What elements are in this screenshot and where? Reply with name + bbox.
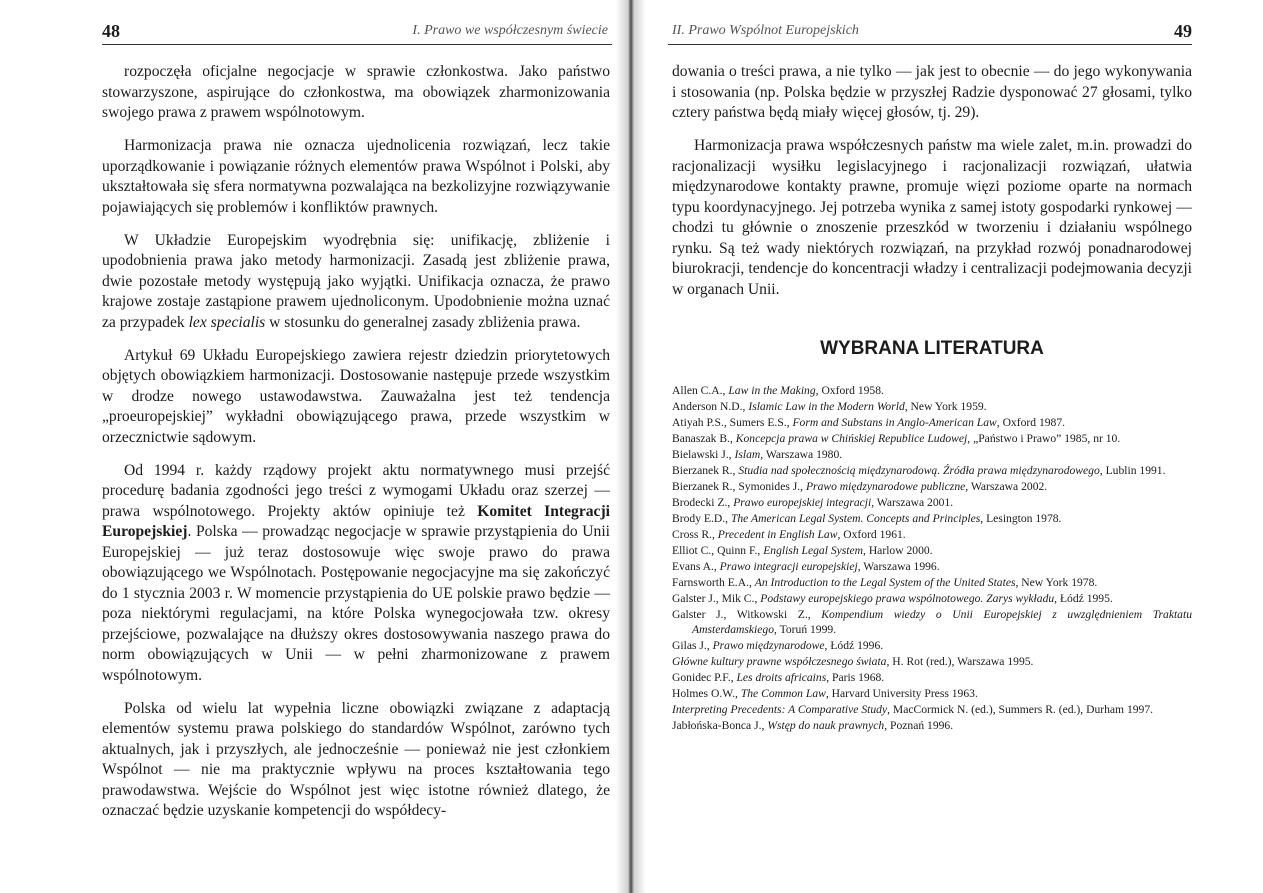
literature-entry bbox=[672, 431, 1192, 446]
literature-entry bbox=[672, 511, 1192, 526]
paragraph: dowania o treści prawa, a nie tylko — jak jest to obecnie — do jego wykonywania i stosowania (np. Polska będzie w przyszłej Radzie dysponować 27 głosami, tylko cztery państwa będą miały więcej głosów, tj. 29). bbox=[672, 63, 1192, 121]
entry-publication: , Lesington 1978. bbox=[980, 512, 1062, 525]
entry-author: Allen C.A., bbox=[672, 384, 729, 397]
entry-publication: , Warszawa 1996. bbox=[857, 560, 940, 573]
literature-list bbox=[672, 383, 1192, 734]
entry-title: Islam bbox=[734, 448, 761, 461]
literature-entry bbox=[672, 447, 1192, 462]
entry-title: The Common Law bbox=[740, 687, 826, 701]
entry-publication: , Toruń 1999. bbox=[774, 623, 837, 637]
entry-title: An Introduction to the Legal System of the United States bbox=[754, 576, 1016, 589]
entry-publication: , Warszawa 1980. bbox=[760, 448, 843, 461]
literature-entry bbox=[672, 686, 1192, 701]
entry-title: Koncepcja prawa w Chińskiej Republice Ludowej bbox=[735, 432, 968, 445]
entry-author: Cross R., bbox=[672, 528, 718, 541]
entry-title: Wstęp do nauk prawnych bbox=[767, 719, 885, 733]
paragraph: Harmonizacja prawa nie oznacza ujednolicenia rozwiązań, lecz takie uporządkowanie i powiązanie różnych elementów prawa Wspólnot i Polski, aby ukształtowała się sfera normatywna pozwalająca na bezkolizyjne rozwiązywanie pojawiających się problemów i konfliktów prawnych. bbox=[102, 137, 610, 216]
entry-title: English Legal System bbox=[763, 544, 864, 557]
literature-entry bbox=[672, 607, 1192, 637]
literature-entry bbox=[672, 399, 1192, 414]
page-number: 49 bbox=[1174, 21, 1192, 41]
left-page-header bbox=[102, 20, 612, 45]
entry-author: Bierzanek R., bbox=[672, 464, 739, 477]
entry-title: Prawo integracji europejskiej bbox=[719, 560, 858, 573]
text-run: w stosunku do generalnej zasady zbliżenia prawa. bbox=[265, 313, 581, 331]
entry-publication: , H. Rot (red.), Warszawa 1995. bbox=[886, 655, 1034, 669]
literature-entry bbox=[672, 527, 1192, 542]
running-head: II. Prawo Wspólnot Europejskich bbox=[672, 23, 859, 38]
entry-title: Kompendium wiedzy o Unii Europejskiej z uwzględnieniem Traktatu Amsterdamskiego bbox=[692, 608, 1192, 637]
entry-author: Galster J., Witkowski Z., bbox=[672, 608, 822, 621]
entry-title: Podstawy europejskiego prawa wspólnotowego. Zarys wykładu bbox=[760, 592, 1055, 605]
entry-publication: , Warszawa 2002. bbox=[965, 480, 1048, 493]
entry-title: Interpreting Precedents: A Comparative Study bbox=[672, 703, 888, 717]
entry-publication: , Poznań 1996. bbox=[884, 719, 954, 733]
literature-entry bbox=[672, 543, 1192, 558]
literature-entry bbox=[672, 463, 1192, 478]
entry-author: Farnsworth E.A., bbox=[672, 576, 755, 589]
entry-author: Bierzanek R., Symonides J., bbox=[672, 480, 806, 493]
literature-heading: WYBRANA LITERATURA bbox=[820, 338, 1044, 359]
entry-publication: , „Państwo i Prawo” 1985, nr 10. bbox=[967, 432, 1121, 445]
entry-publication: , Warszawa 2001. bbox=[871, 496, 954, 509]
entry-title: Prawo europejskiej integracji bbox=[733, 496, 872, 509]
paragraph: Artykuł 69 Układu Europejskiego zawiera rejestr dziedzin priorytetowych objętych obowiązkiem harmonizacji. Dostosowanie następuje przede wszystkim w drodze nowego ustawodawstwa. Zauważalna jest też tendencja „proeuropejskiej” wykładni obowiązującego prawa, przede wszystkim w orzecznictwie sądowym. bbox=[102, 346, 610, 446]
entry-author: Galster J., Mik C., bbox=[672, 592, 761, 605]
entry-title: Prawo międzynarodowe publiczne bbox=[805, 480, 966, 493]
literature-entry bbox=[672, 591, 1192, 606]
literature-entry bbox=[672, 479, 1192, 494]
entry-author: Holmes O.W., bbox=[672, 687, 741, 701]
right-page-body bbox=[672, 62, 1192, 313]
entry-title: Form and Substans in Anglo-American Law bbox=[792, 416, 997, 429]
entry-title: Precedent in English Law bbox=[717, 528, 838, 541]
right-page-header bbox=[668, 20, 1192, 45]
entry-publication: , Paris 1968. bbox=[826, 671, 885, 685]
bold-term: Komitet Integracji Europejskiej bbox=[102, 502, 610, 540]
entry-title: Islamic Law in the Modern World bbox=[748, 400, 905, 413]
entry-publication: , New York 1978. bbox=[1015, 576, 1098, 589]
entry-publication: , Oxford 1958. bbox=[815, 384, 884, 397]
literature-entry bbox=[672, 415, 1192, 430]
entry-publication: , MacCormick N. (ed.), Summers R. (ed.), Durham 1997. bbox=[887, 703, 1154, 717]
entry-author: Brodecki Z., bbox=[672, 496, 734, 509]
entry-publication: , Lublin 1991. bbox=[1099, 464, 1166, 477]
entry-author: Elliot C., Quinn F., bbox=[672, 544, 764, 557]
entry-publication: , New York 1959. bbox=[904, 400, 987, 413]
literature-entry bbox=[672, 575, 1192, 590]
entry-author: Gilas J., bbox=[672, 639, 713, 653]
entry-author: Anderson N.D., bbox=[672, 400, 749, 413]
entry-publication: , Oxford 1987. bbox=[996, 416, 1066, 429]
entry-author: Brody E.D., bbox=[672, 512, 731, 525]
entry-publication: , Łódź 1995. bbox=[1054, 592, 1113, 605]
entry-publication: , Łódź 1996. bbox=[824, 639, 884, 653]
paragraph: Polska od wielu lat wypełnia liczne obowiązki związane z adaptacją elementów systemu prawa polskiego do standardów Wspólnot, zarówno tych aktualnych, jak i przyszłych, ale jednocześnie — ponieważ nie jest członkiem Wspólnot — nie ma praktycznie wpływu na proces kształtowania tego prawodawstwa. Wejście do Wspólnot jest więc istotne również dlatego, że oznaczać będzie uzyskanie kompetencji do współdecy- bbox=[102, 699, 610, 819]
literature-entry bbox=[672, 670, 1192, 685]
text-run: Od 1994 r. każdy rządowy projekt aktu normatywnego musi przejść procedurę badania zgodności jego treści z wymogami Układu oraz szerzej — prawa wspólnotowego. Projekty aktów opiniuje też bbox=[102, 461, 610, 520]
entry-title: The American Legal System. Concepts and Principles bbox=[730, 512, 981, 525]
entry-author: Evans A., bbox=[672, 560, 720, 573]
entry-publication: , Oxford 1961. bbox=[837, 528, 906, 541]
italic-term: lex specialis bbox=[188, 313, 266, 331]
entry-publication: , Harlow 2000. bbox=[863, 544, 933, 557]
literature-entry bbox=[672, 654, 1192, 669]
entry-author: Jabłońska-Bonca J., bbox=[672, 719, 768, 733]
text-run: . Polska — prowadząc negocjacje w sprawie przystąpienia do Unii Europejskiej — już teraz dostosowuje więc swoje prawo do prawa obowiązującego we Wspólnotach. Postępowanie negocjacyjne ma się zakończyć do 1 stycznia 2003 r. W momencie przystąpienia do UE polskie prawo będzie — poza niektórymi regulacjami, na które Polska wynegocjowała tzw. okresy przejściowe, pozwalające na dłuższy okres dostosowywania naszego prawa do norm obowiązujących w Unii — w pełni zharmonizowane z prawem wspólnotowym. bbox=[102, 523, 610, 684]
literature-entry bbox=[672, 718, 1192, 733]
right-page bbox=[632, 0, 1263, 893]
entry-author: Gonidec P.F., bbox=[672, 671, 737, 685]
literature-entry bbox=[672, 383, 1192, 398]
paragraph bbox=[102, 231, 610, 334]
entry-publication: , Harvard University Press 1963. bbox=[825, 687, 978, 701]
literature-entry bbox=[672, 702, 1192, 717]
paragraph: Harmonizacja prawa współczesnych państw ma wiele zalet, m.in. prowadzi do racjonalizacji wysiłku legislacyjnego i racjonalizacji rozwiązań, ułatwia międzynarodowe kontakty prawne, promuje więzi poziome oparte na normach typu koordynacyjnego. Jej potrzeba wynika z samej istoty gospodarki rynkowej — chodzi tu głównie o znoszenie przeszkód w tworzeniu i działaniu wspólnego rynku. Są też wady niektórych rozwiązań, na przykład rozwój ponadnarodowej biurokracji, tendencje do koncentracji władzy i centralizacji podejmowania decyzji w organach Unii. bbox=[672, 137, 1192, 298]
entry-author: Banaszak B., bbox=[672, 432, 736, 445]
entry-title: Prawo międzynarodowe bbox=[712, 639, 825, 653]
entry-title: Law in the Making bbox=[728, 384, 816, 397]
running-head: I. Prawo we współczesnym świecie bbox=[412, 23, 608, 38]
paragraph bbox=[102, 461, 610, 687]
entry-title: Les droits africains bbox=[736, 671, 827, 685]
entry-title: Studia nad społecznością międzynarodową. Źródła prawa międzynarodowego bbox=[738, 464, 1100, 477]
literature-entry bbox=[672, 559, 1192, 574]
text-run: W Układzie Europejskim wyodrębnia się: unifikację, zbliżenie i upodobnienia prawa jako metody harmonizacji. Zasadą jest zbliżenie prawa, dwie pozostałe metody występują jako wyjątki. Unifikacja oznacza, że prawo krajowe zostaje zastąpione prawem ujednoliconym. Upodobnienie można uznać za przypadek bbox=[102, 231, 610, 331]
literature-entry bbox=[672, 638, 1192, 653]
literature-entry bbox=[672, 495, 1192, 510]
paragraph: rozpoczęła oficjalne negocjacje w sprawie członkostwa. Jako państwo stowarzyszone, aspirujące do członkostwa, ma obowiązek zharmonizowania swojego prawa z prawem wspólnotowym. bbox=[102, 63, 610, 121]
entry-title: Główne kultury prawne współczesnego świata bbox=[672, 655, 887, 669]
left-page-body bbox=[102, 62, 610, 834]
page-number: 48 bbox=[102, 21, 120, 41]
entry-author: Bielawski J., bbox=[672, 448, 735, 461]
entry-author: Atiyah P.S., Sumers E.S., bbox=[672, 416, 793, 429]
